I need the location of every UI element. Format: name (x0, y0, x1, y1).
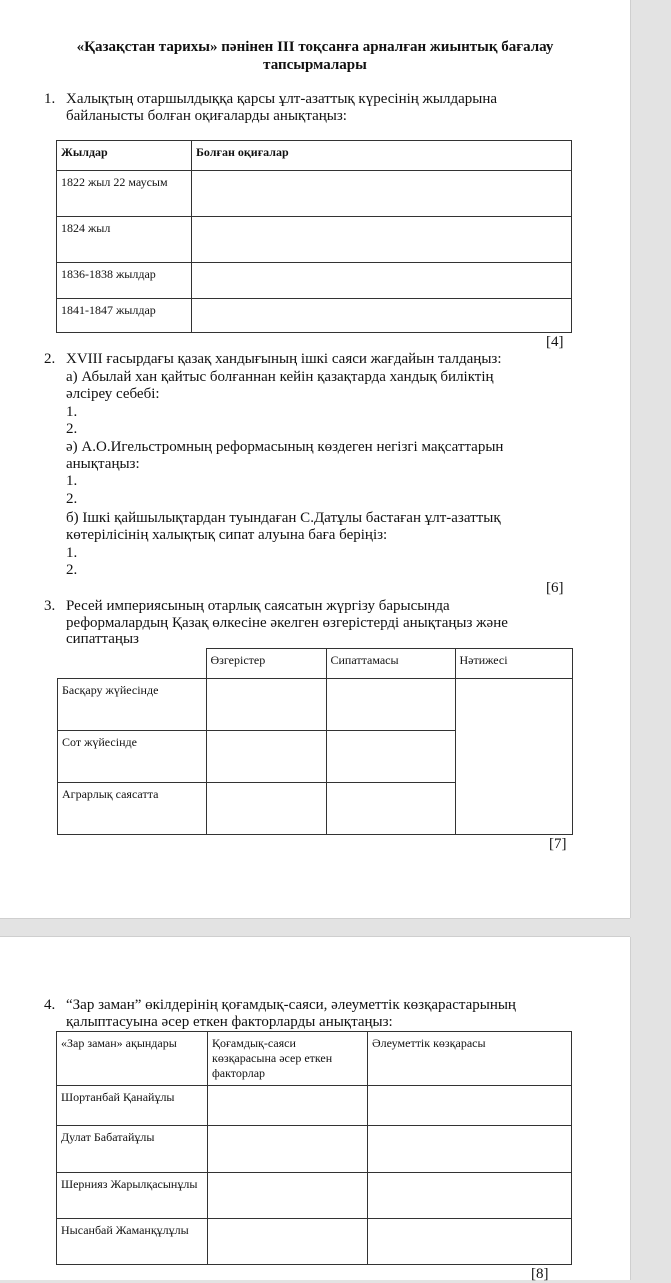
q3-answer-cell[interactable] (326, 679, 455, 731)
q1-row-answer-cell[interactable] (192, 263, 572, 299)
question-number: 2. (44, 351, 56, 367)
q4-answer-cell[interactable] (208, 1086, 368, 1126)
page-2 (0, 937, 630, 1280)
q1-row-year: 1836-1838 жылдар (57, 263, 192, 299)
q4-header-social-view: Әлеуметтік көзқарасы (368, 1032, 572, 1086)
q3-score: [7] (549, 836, 567, 852)
q2-part-a-item1: 1. (66, 404, 78, 420)
q1-header-years: Жылдар (57, 141, 192, 171)
question-text-line1: “Зар заман” өкілдерінің қоғамдық-саяси, әлеуметтік көзқарастарының (66, 997, 516, 1013)
q4-answer-cell[interactable] (208, 1126, 368, 1173)
q2-part-ae-line2: анықтаңыз: (66, 456, 140, 472)
q3-row-label: Аграрлық саясатта (58, 783, 207, 835)
q4-header-poets: «Зар заман» ақындары (57, 1032, 208, 1086)
q1-header-events: Болған оқиғалар (192, 141, 572, 171)
q2-part-b-item1: 1. (66, 545, 78, 561)
q4-answer-cell[interactable] (368, 1086, 572, 1126)
table-row (57, 263, 572, 299)
q4-row-poet: Дулат Бабатайұлы (57, 1126, 208, 1173)
q1-row-year: 1822 жыл 22 маусым (57, 171, 192, 217)
question-text-line2: қалыптасуына әсер еткен факторларды анықтаңыз: (66, 1014, 393, 1030)
question-text-line2: реформалардың Қазақ өлкесіне әкелген өзгерістерді анықтаңыз және (66, 615, 508, 631)
q1-row-answer-cell[interactable] (192, 217, 572, 263)
q3-table (57, 648, 573, 835)
table-row (57, 1126, 572, 1173)
q2-part-ae-line1: ә) А.О.Игельстромның реформасының көздеген негізгі мақсаттарын (66, 439, 504, 455)
q1-row-answer-cell[interactable] (192, 299, 572, 333)
q1-score: [4] (546, 334, 564, 350)
q2-part-a-line1: а) Абылай хан қайтыс болғаннан кейін қазақтарда хандық биліктің (66, 369, 494, 385)
q3-answer-cell[interactable] (326, 783, 455, 835)
q2-part-ae-item1: 1. (66, 473, 78, 489)
q3-answer-cell[interactable] (206, 731, 326, 783)
q2-part-ae-item2: 2. (66, 491, 78, 507)
question-text-line1: Халықтың отаршылдыққа қарсы ұлт-азаттық күресінің жылдарына (66, 91, 498, 107)
table-row (57, 217, 572, 263)
q3-answer-cell[interactable] (326, 731, 455, 783)
q2-part-a-item2: 2. (66, 421, 78, 437)
q1-row-year: 1841-1847 жылдар (57, 299, 192, 333)
q1-table (56, 140, 572, 333)
q4-header-political-factors: Қоғамдық-саяси көзқарасына әсер еткен факторлар (208, 1032, 368, 1086)
q3-result-answer-cell[interactable] (455, 679, 573, 835)
q4-table (56, 1031, 572, 1265)
q4-score: [8] (531, 1266, 549, 1282)
q4-answer-cell[interactable] (368, 1173, 572, 1219)
q3-row-label: Басқару жүйесінде (58, 679, 207, 731)
table-row (57, 299, 572, 333)
q1-row-year: 1824 жыл (57, 217, 192, 263)
q2-part-b-line1: б) Ішкі қайшылықтардан туындаған С.Датұлы бастаған ұлт-азаттық (66, 510, 501, 526)
table-row (57, 1219, 572, 1265)
q4-answer-cell[interactable] (368, 1219, 572, 1265)
q3-row-label: Сот жүйесінде (58, 731, 207, 783)
q4-row-poet: Шернияз Жарылқасынұлы (57, 1173, 208, 1219)
q3-answer-cell[interactable] (206, 679, 326, 731)
document-title-line2: тапсырмалары (263, 57, 367, 73)
q3-answer-cell[interactable] (206, 783, 326, 835)
q3-header-changes: Өзгерістер (206, 649, 326, 679)
q4-answer-cell[interactable] (208, 1219, 368, 1265)
question-number: 3. (44, 598, 56, 614)
q4-row-poet: Шортанбай Қанайұлы (57, 1086, 208, 1126)
document-title-line1: «Қазақстан тарихы» пәнінен ІІІ тоқсанға арналған жиынтық бағалау (76, 39, 554, 55)
question-text-line3: сипаттаңыз (66, 631, 139, 647)
q4-row-poet: Нысанбай Жаманқұлұлы (57, 1219, 208, 1265)
table-row (57, 1173, 572, 1219)
q1-row-answer-cell[interactable] (192, 171, 572, 217)
table-row (57, 171, 572, 217)
q4-answer-cell[interactable] (208, 1173, 368, 1219)
question-number: 1. (44, 91, 56, 107)
question-text-line2: байланысты болған оқиғаларды анықтаңыз: (66, 108, 347, 124)
q3-header-result: Нәтижесі (455, 649, 573, 679)
q2-part-b-item2: 2. (66, 562, 78, 578)
q3-header-description: Сипаттамасы (326, 649, 455, 679)
table-row (58, 679, 573, 731)
q4-answer-cell[interactable] (368, 1126, 572, 1173)
q2-score: [6] (546, 580, 564, 596)
question-text-line1: XVIII ғасырдағы қазақ хандығының ішкі саяси жағдайын талдаңыз: (66, 351, 502, 367)
table-row (57, 1086, 572, 1126)
q2-part-a-line2: әлсіреу себебі: (66, 386, 160, 402)
question-text-line1: Ресей империясының отарлық саясатын жүргізу барысында (66, 598, 450, 614)
q3-header-empty (58, 649, 207, 679)
q2-part-b-line2: көтерілісінің халықтық сипат алуына баға беріңіз: (66, 527, 388, 543)
question-number: 4. (44, 997, 56, 1013)
